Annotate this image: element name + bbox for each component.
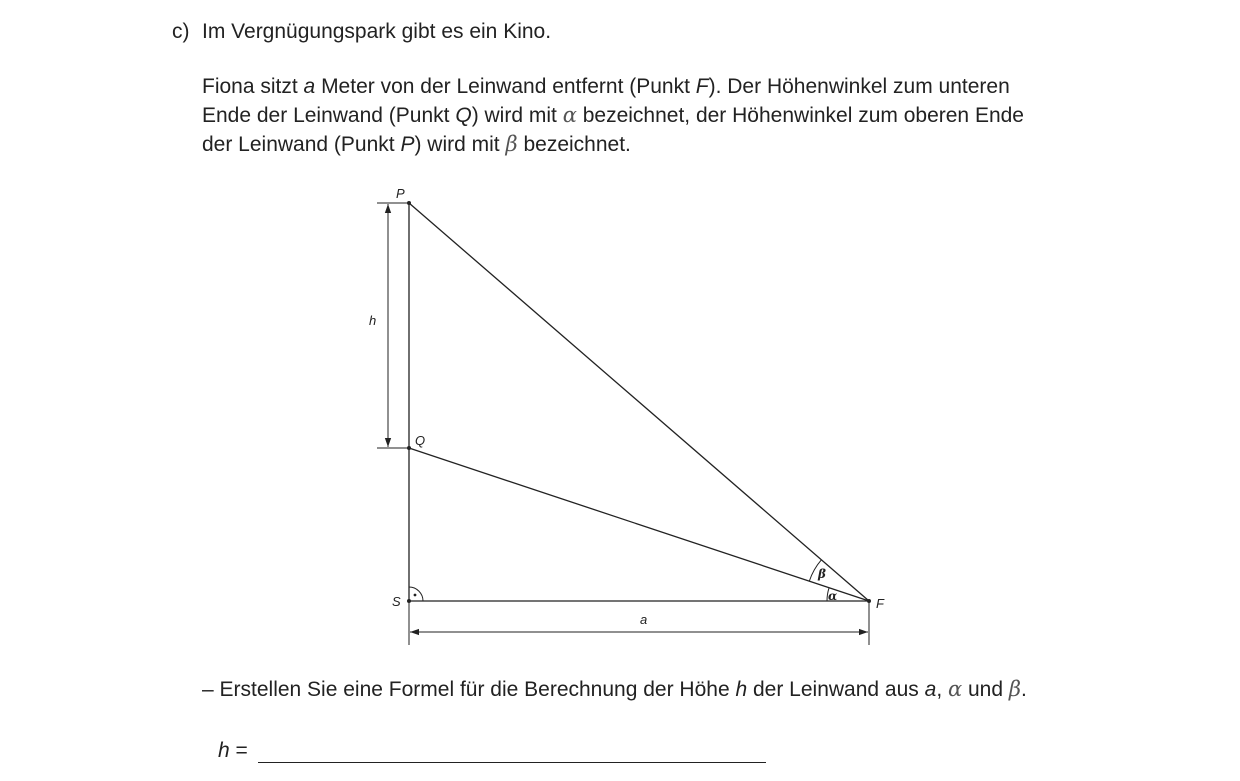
symbol-beta: β	[1008, 677, 1022, 701]
right-angle-dot	[414, 594, 417, 597]
label-F: F	[876, 596, 884, 611]
question-text	[202, 675, 1027, 704]
variable-a: a	[924, 678, 937, 701]
text-segment: bezeichnet.	[517, 133, 631, 156]
text-segment: ) wird mit	[471, 104, 563, 127]
text-segment: – Erstellen Sie eine Formel für die Berechnung der Höhe	[202, 678, 736, 701]
variable-h: h	[735, 678, 748, 701]
variable-Q: Q	[455, 104, 472, 127]
label-S: S	[392, 594, 401, 609]
point-Q	[407, 446, 411, 450]
text-segment: der Leinwand (Punkt	[202, 133, 401, 156]
text-segment: ) wird mit	[414, 133, 506, 156]
symbol-alpha: α	[947, 677, 963, 701]
symbol-alpha: α	[562, 103, 577, 127]
answer-label	[218, 737, 248, 765]
task-label: c)	[172, 20, 190, 43]
label-h: h	[369, 313, 377, 328]
text-segment: ). Der Höhenwinkel zum unteren	[708, 75, 1010, 98]
variable-a: a	[303, 75, 316, 98]
label-a: a	[640, 612, 648, 627]
variable-h: h	[218, 739, 230, 762]
variable-F: F	[695, 75, 709, 98]
sight-line-to-Q	[409, 448, 869, 601]
point-F	[867, 599, 871, 603]
text-segment: der Leinwand aus	[747, 678, 925, 701]
variable-P: P	[400, 133, 415, 156]
text-segment: bezeichnet, der Höhenwinkel zum oberen Ende	[576, 104, 1024, 127]
label-Q: Q	[415, 433, 426, 448]
label-beta: β	[818, 567, 826, 581]
text-segment: und	[962, 678, 1009, 701]
text-segment: Fiona sitzt	[202, 75, 304, 98]
task-intro: Im Vergnügungspark gibt es ein Kino.	[202, 20, 552, 43]
sight-line-to-P	[409, 203, 869, 601]
point-P	[407, 201, 411, 205]
point-S	[407, 599, 411, 603]
equals-sign: =	[229, 739, 248, 762]
text-segment: Ende der Leinwand (Punkt	[202, 104, 456, 127]
symbol-beta: β	[505, 132, 518, 156]
label-P: P	[396, 186, 405, 201]
answer-input-line[interactable]	[258, 762, 766, 763]
text-segment: ,	[936, 678, 948, 701]
text-segment: .	[1021, 678, 1027, 701]
text-segment: Meter von der Leinwand entfernt (Punkt	[315, 75, 696, 98]
right-angle-mark	[409, 587, 423, 601]
label-alpha: α	[828, 589, 838, 603]
